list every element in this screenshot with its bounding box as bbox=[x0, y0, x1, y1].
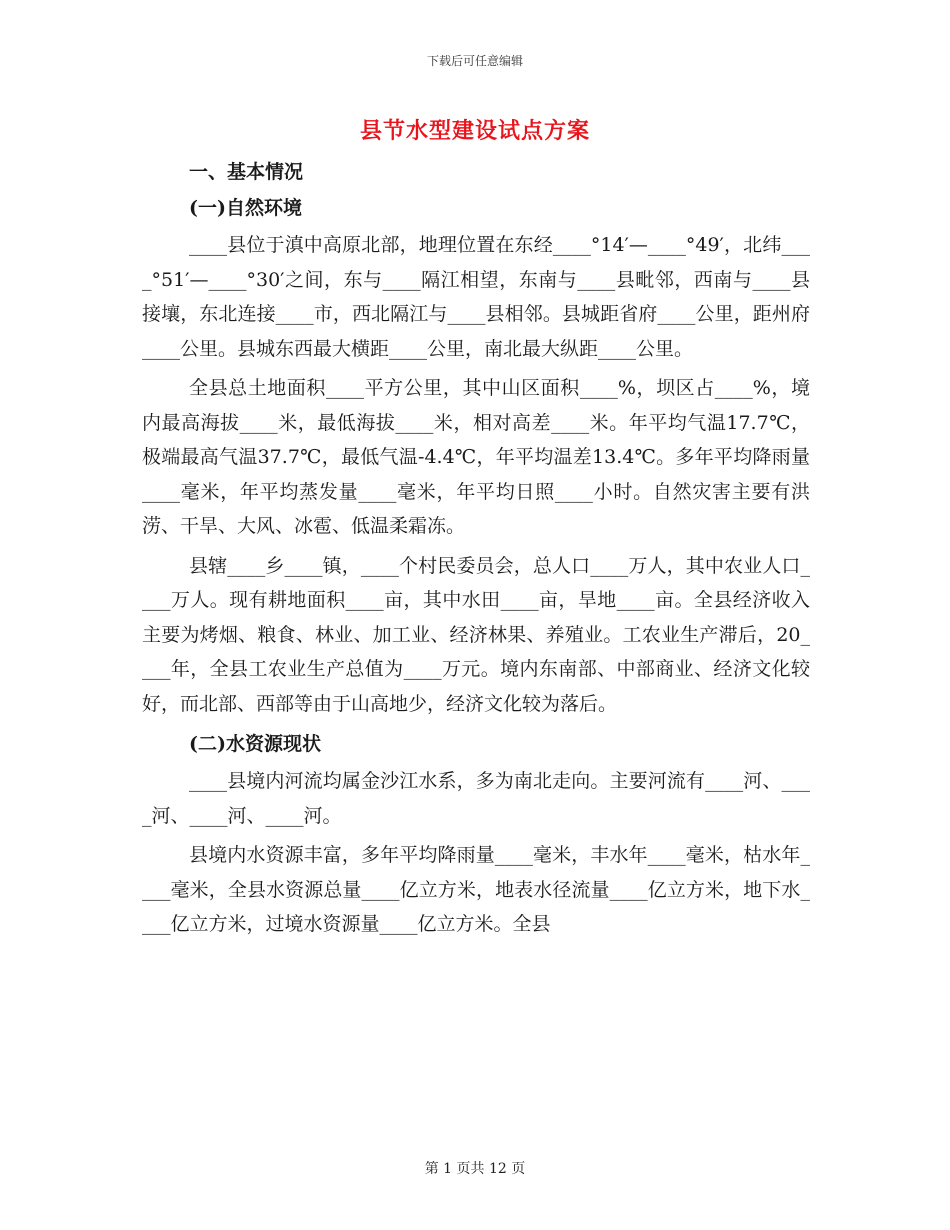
document-title: 县节水型建设试点方案 bbox=[359, 118, 590, 144]
paragraph-water-volume: 县境内水资源丰富，多年平均降雨量____毫米，丰水年____毫米，枯水年____毫米，全县水资源总量____亿立方米，地表水径流量____亿立方米，地下水____亿立方米，过境水资源量____亿立方米。全县 bbox=[142, 844, 810, 935]
paragraph-location: ____县位于滇中高原北部，地理位置在东经____°14′—____°49′，北纬____°51′—____°30′之间，东与____隔江相望，东南与____县毗邻，西南与____县接壤，东北连接____市，西北隔江与____县相邻。县城距省府____公里，距州府____公里。县城东西最大横距____公里，南北最大纵距____公里。 bbox=[142, 234, 810, 360]
paragraph-rivers: ____县境内河流均属金沙江水系，多为南北走向。主要河流有____河、____河、____河、____河。 bbox=[142, 770, 810, 827]
subsection-heading-natural-environment: (一)自然环境 bbox=[189, 197, 302, 219]
document-body bbox=[142, 154, 810, 947]
paragraph-population-economy: 县辖____乡____镇，____个村民委员会，总人口____万人，其中农业人口____万人。现有耕地面积____亩，其中水田____亩，旱地____亩。全县经济收入主要为烤烟、粮食、林业、加工业、经济林果、养殖业。工农业生产滞后，20____年，全县工农业生产总值为____万元。境内东南部、中部商业、经济文化较好，而北部、西部等由于山高地少，经济文化较为落后。 bbox=[142, 554, 810, 715]
page-footer-pagination: 第 1 页共 12 页 bbox=[424, 1161, 526, 1177]
section-heading-basic-info: 一、基本情况 bbox=[189, 161, 304, 183]
subsection-heading-water-resources: (二)水资源现状 bbox=[189, 733, 321, 755]
page-header-note: 下载后可任意编辑 bbox=[426, 54, 523, 68]
paragraph-land-climate: 全县总土地面积____平方公里，其中山区面积____%，坝区占____%，境内最高海拔____米，最低海拔____米，相对高差____米。年平均气温17.7℃，极端最高气温37.7℃，最低气温-4.4℃，年平均温差13.4℃。多年平均降雨量____毫米，年平均蒸发量____毫米，年平均日照____小时。自然灾害主要有洪涝、干旱、大风、冰雹、低温柔霜冻。 bbox=[142, 377, 810, 537]
